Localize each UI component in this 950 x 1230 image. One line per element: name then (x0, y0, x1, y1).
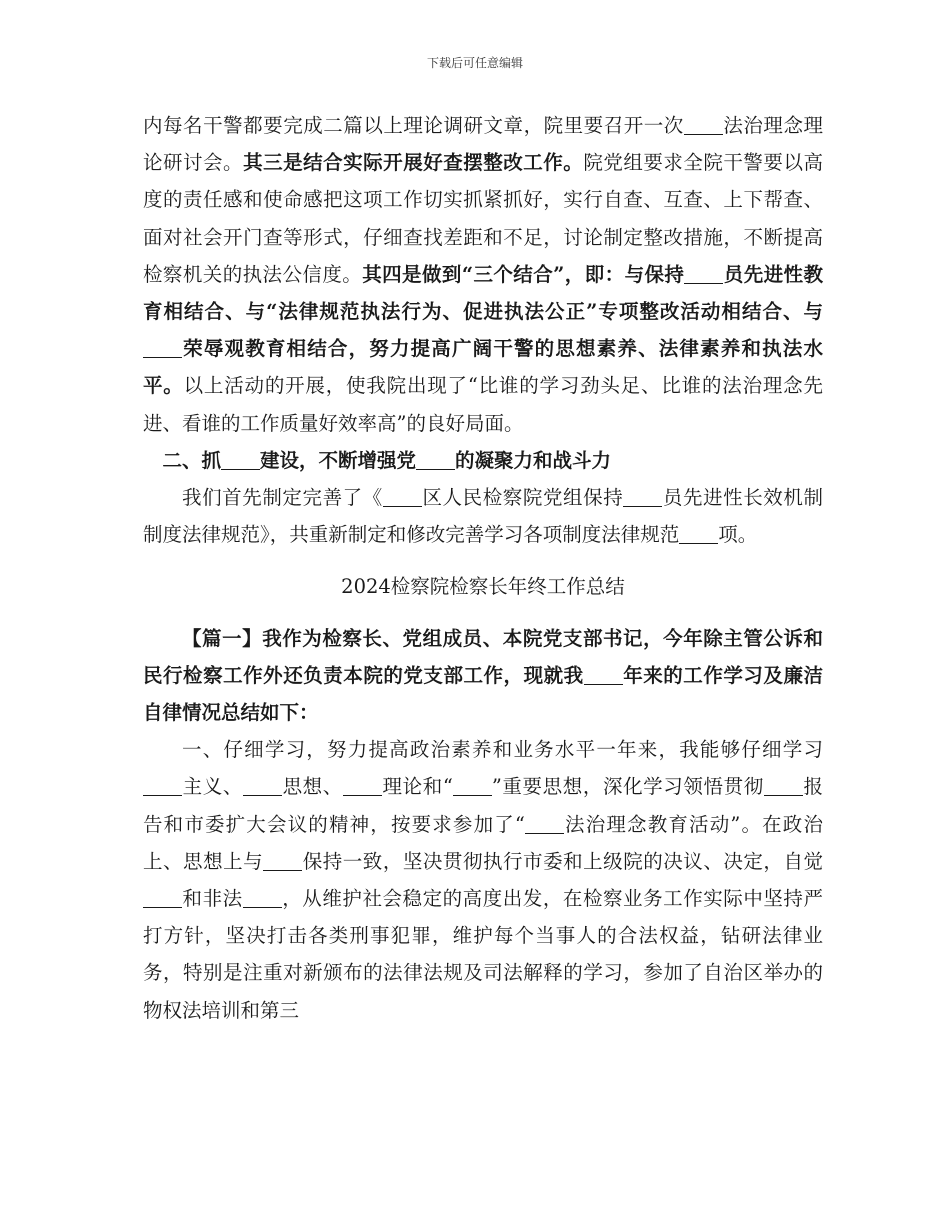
document-body (143, 107, 823, 1029)
text-run: 二、抓 (162, 448, 222, 472)
blank-line (243, 887, 282, 908)
bold-text-run: 其四是做到“三个结合”，即：与保持 (362, 262, 685, 286)
text-run: 法治理念教育活动”。在政治上、思想上与 (143, 812, 823, 873)
text-run: ”重要思想，深化学习领悟贯彻 (491, 775, 764, 799)
paragraph-intro-bold (143, 620, 823, 732)
text-run: 的凝聚力和战斗力 (455, 448, 612, 472)
section-heading-2 (143, 442, 823, 479)
blank-line (764, 776, 803, 797)
blank-line (143, 776, 182, 797)
bold-text-run: 其三是结合实际开展好查摆整改工作。 (243, 151, 584, 175)
text-run: 区人民检察院党组保持 (421, 486, 624, 510)
bold-text-run: 员先进性教育相结合、与“法律规范执法行为、促进执法公正”专项整改活动相结合、与 (143, 262, 823, 324)
document-title: 2024检察院检察长年终工作总结 (341, 575, 625, 599)
blank-line (416, 449, 455, 470)
bold-text-run: 荣辱观教育相结合，努力提高广阔干警的思想素养、法律素养和执法水平。 (143, 337, 823, 398)
text-run: 保持一致，坚决贯彻执行市委和上级院的决议、决定，自觉 (302, 849, 823, 873)
blank-line (684, 114, 723, 135)
blank-line (453, 776, 492, 797)
text-run: 主义、 (182, 775, 243, 799)
page-header: 下载后可任意编辑 (426, 56, 523, 70)
text-run: ，从维护社会稳定的高度出发，在检察业务工作实际中坚持严打方针，坚决打击各类刑事犯罪，维护每个当事人的合法权益，钻研法律业务，特别是注重对新颁布的法律法规及司法解释的学习，参加了自治区举办的物权法培训和第三 (143, 887, 823, 1022)
blank-line (679, 524, 718, 545)
bold-text-run: 年来的工作学习及廉洁自律情况总结如下： (143, 663, 823, 725)
paragraph-study-summary (143, 731, 823, 1029)
text-run: 思想、 (281, 775, 343, 799)
text-run: 我们首先制定完善了《 (182, 486, 383, 510)
blank-line (684, 263, 723, 284)
paragraph-regulations (143, 479, 823, 553)
blank-line (143, 887, 182, 908)
blank-line (143, 338, 182, 359)
bold-text-run: 【篇一】我作为检察长、党组成员、本院党支部书记，今年除主管公诉和民行检察工作外还负责本院的党支部工作，现就我 (143, 626, 823, 687)
text-run: 和非法 (182, 887, 243, 911)
blank-line (243, 776, 282, 797)
text-run: 以上活动的开展，使我院出现了“比谁的学习劲头足、比谁的法治理念先进、看谁的工作质量好效率高”的良好局面。 (143, 374, 823, 435)
text-run: 理论和“ (381, 775, 453, 799)
text-run: 建设，不断增强党 (260, 448, 417, 472)
text-run: 一、仔细学习，努力提高政治素养和业务水平一年来，我能够仔细学习 (182, 738, 823, 762)
text-run: 院党组要求全院干警要以高度的责任感和使命感把这项工作切实抓紧抓好，实行自查、互查、上下帮查、面对社会开门查等形式，仔细查找差距和不足，讨论制定整改措施，不断提高检察机关的执法公信度。 (143, 151, 823, 286)
text-run: 报告和市委扩大会议的精神，按要求参加了“ (143, 775, 823, 836)
blank-line (623, 486, 662, 507)
blank-line (525, 813, 564, 834)
text-run: 项。 (718, 523, 758, 547)
paragraph-study-activities (143, 107, 823, 442)
text-run: 内每名干警都要完成二篇以上理论调研文章，院里要召开一次 (143, 114, 684, 137)
blank-line (383, 486, 422, 507)
blank-line (584, 664, 623, 685)
blank-line (343, 776, 382, 797)
text-run: 员先进性长效机制制度法律规范》，共重新制定和修改完善学习各项制度法律规范 (143, 486, 823, 547)
text-run: 法治理念理论研讨会。 (143, 114, 823, 175)
blank-line (263, 850, 302, 871)
blank-line (221, 449, 260, 470)
